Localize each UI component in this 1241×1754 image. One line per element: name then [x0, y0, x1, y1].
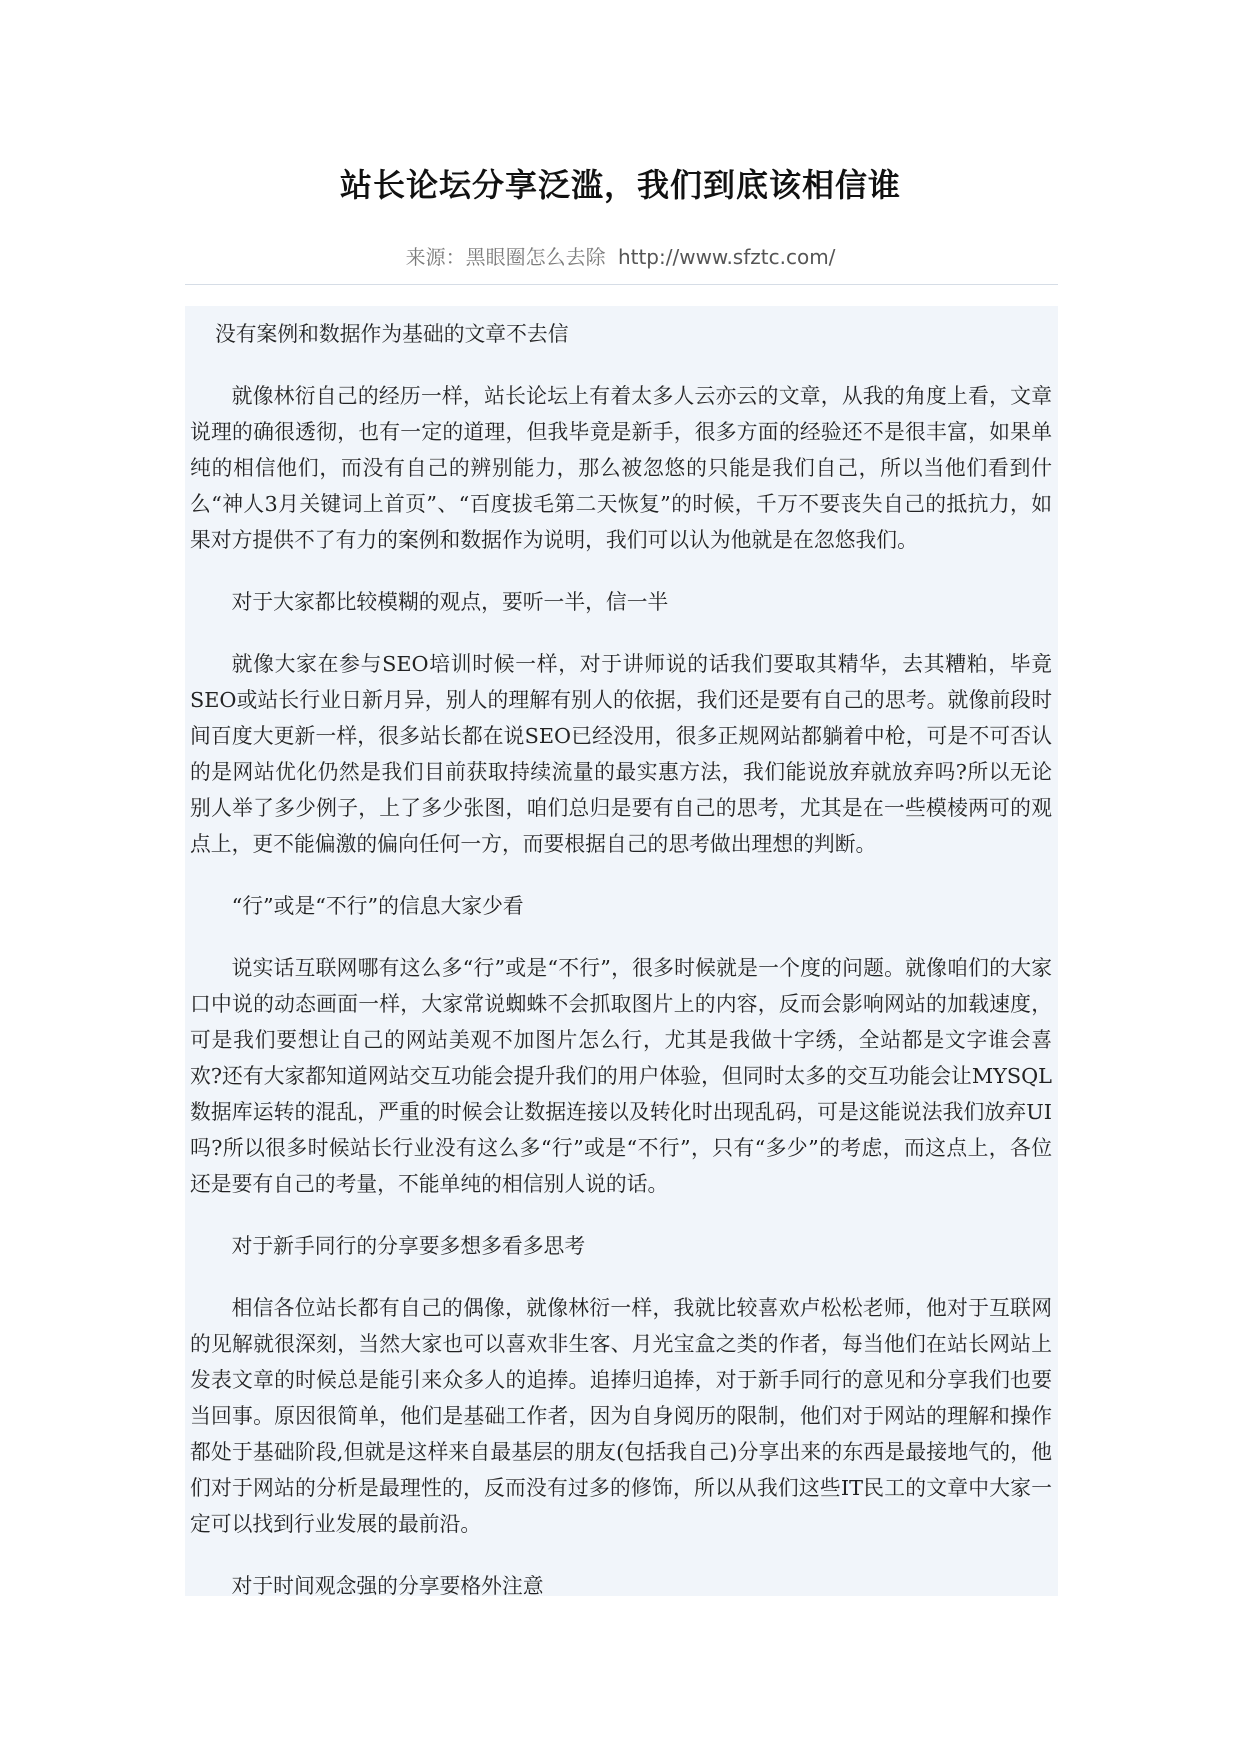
- body-paragraph: 相信各位站长都有自己的偶像，就像林衍一样，我就比较喜欢卢松松老师，他对于互联网的见解就很深刻，当然大家也可以喜欢非生客、月光宝盒之类的作者，每当他们在站长网站上发表文章的时候总是能引来众多人的追捧。追捧归追捧，对于新手同行的意见和分享我们也要当回事。原因很简单，他们是基础工作者，因为自身阅历的限制，他们对于网站的理解和操作都处于基础阶段,但就是这样来自最基层的朋友(包括我自己)分享出来的东西是最接地气的，他们对于网站的分析是最理性的，反而没有过多的修饰，所以从我们这些IT民工的文章中大家一定可以找到行业发展的最前沿。: [190, 1296, 1052, 1536]
- section-heading: “行”或是“不行”的信息大家少看: [231, 894, 524, 918]
- header-divider: [185, 284, 1058, 285]
- section-heading: 对于时间观念强的分享要格外注意: [231, 1574, 544, 1598]
- body-paragraph: 就像林衍自己的经历一样，站长论坛上有着太多人云亦云的文章，从我的角度上看，文章说理的确很透彻，也有一定的道理，但我毕竟是新手，很多方面的经验还不是很丰富，如果单纯的相信他们，而没有自己的辨别能力，那么被忽悠的只能是我们自己，所以当他们看到什么“神人3月关键词上首页”、“百度拔毛第二天恢复”的时候，千万不要丧失自己的抵抗力，如果对方提供不了有力的案例和数据作为说明，我们可以认为他就是在忽悠我们。: [190, 384, 1052, 552]
- section-heading: 对于新手同行的分享要多想多看多思考: [231, 1234, 586, 1258]
- source-line: [0, 241, 1241, 270]
- source-label: 来源：黑眼圈怎么去除: [405, 245, 606, 269]
- document-title: 站长论坛分享泛滥，我们到底该相信谁: [339, 166, 901, 204]
- body-paragraph: 说实话互联网哪有这么多“行”或是“不行”，很多时候就是一个度的问题。就像咱们的大家口中说的动态画面一样，大家常说蜘蛛不会抓取图片上的内容，反而会影响网站的加载速度，可是我们要想让自己的网站美观不加图片怎么行，尤其是我做十字绣，全站都是文字谁会喜欢?还有大家都知道网站交互功能会提升我们的用户体验，但同时太多的交互功能会让MYSQL数据库运转的混乱，严重的时候会让数据连接以及转化时出现乱码，可是这能说法我们放弃UI吗?所以很多时候站长行业没有这么多“行”或是“不行”，只有“多少”的考虑，而这点上，各位还是要有自己的考量，不能单纯的相信别人说的话。: [190, 956, 1052, 1196]
- source-url-link[interactable]: http://www.sfztc.com/: [617, 245, 836, 269]
- section-heading: 没有案例和数据作为基础的文章不去信: [214, 322, 569, 346]
- body-paragraph: 就像大家在参与SEO培训时候一样，对于讲师说的话我们要取其精华，去其糟粕，毕竟SEO或站长行业日新月异，别人的理解有别人的依据，我们还是要有自己的思考。就像前段时间百度大更新一样，很多站长都在说SEO已经没用，很多正规网站都躺着中枪，可是不可否认的是网站优化仍然是我们目前获取持续流量的最实惠方法，我们能说放弃就放弃吗?所以无论别人举了多少例子，上了多少张图，咱们总归是要有自己的思考，尤其是在一些模棱两可的观点上，更不能偏激的偏向任何一方，而要根据自己的思考做出理想的判断。: [190, 652, 1052, 856]
- article-body: [185, 306, 1058, 1596]
- section-heading: 对于大家都比较模糊的观点，要听一半，信一半: [231, 590, 669, 614]
